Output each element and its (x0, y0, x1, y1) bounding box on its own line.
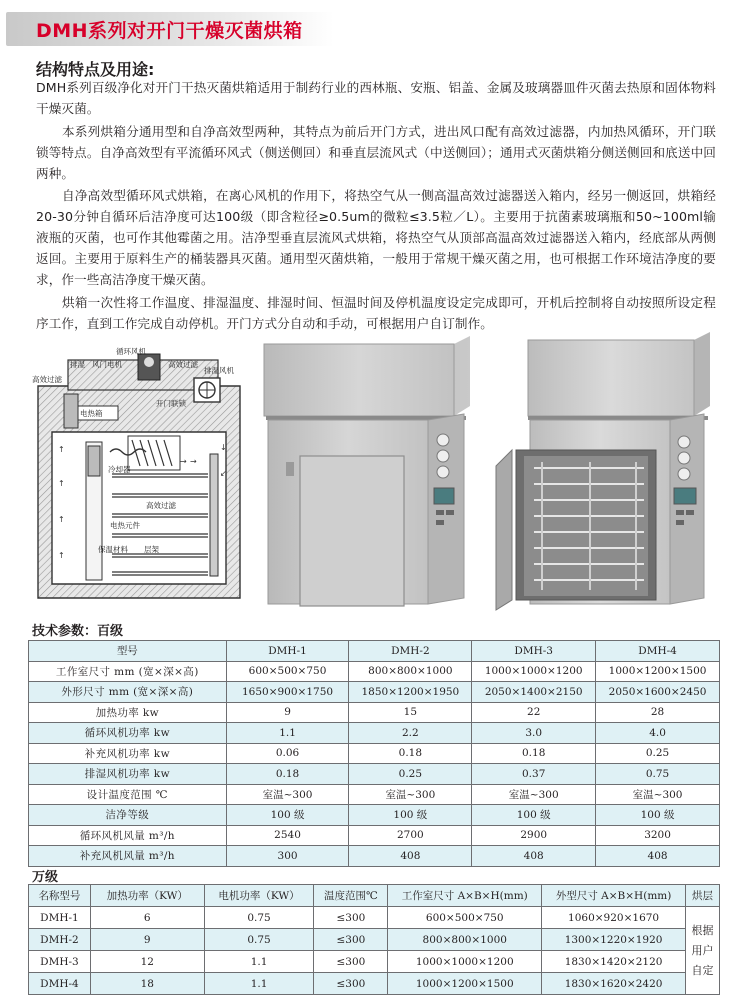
table-cell: 2540 (226, 825, 349, 846)
table-header-cell: DMH-4 (596, 641, 720, 662)
structure-diagram (28, 346, 250, 606)
table-cell: 1.1 (204, 951, 314, 973)
row-label: 工作室尺寸 mm (宽×深×高) (29, 661, 227, 682)
table-cell: 100 级 (226, 805, 349, 826)
row-label: 循环风机功率 kw (29, 723, 227, 744)
label-exhaust: 排湿 (70, 360, 85, 369)
table-header-row (29, 885, 720, 907)
table-cell: 1000×1000×1200 (388, 951, 542, 973)
svg-text:↑: ↑ (58, 445, 65, 454)
label-insulation: 保温材料 (98, 545, 128, 554)
table-cell: 800×800×1000 (388, 929, 542, 951)
hepa-left (64, 394, 78, 428)
label-door-interlock: 开门联锁 (156, 399, 186, 408)
table-cell: 1060×920×1670 (542, 907, 686, 929)
label-cooler: 冷却器 (108, 465, 131, 474)
merged-layer-cell: 根据用户自定 (685, 907, 719, 995)
table-cell: 2050×1400×2150 (472, 682, 596, 703)
table-cell: 2700 (349, 825, 472, 846)
hepa-right (210, 454, 218, 576)
table-header-cell: 烘层 (685, 885, 719, 907)
table-cell: 18 (90, 973, 204, 995)
table-cell: 0.25 (349, 764, 472, 785)
table-row (29, 764, 720, 785)
table-cell: 0.25 (596, 743, 720, 764)
table-row (29, 682, 720, 703)
table-header-cell: 工作室尺寸 A×B×H(mm) (388, 885, 542, 907)
table-cell: 600×500×750 (226, 661, 349, 682)
table-cell: 408 (472, 846, 596, 867)
table-row (29, 825, 720, 846)
table-cell: DMH-4 (29, 973, 91, 995)
svg-text:↑: ↑ (58, 515, 65, 524)
table-row (29, 929, 720, 951)
svg-text:→: → (180, 457, 187, 466)
table-header-cell: 加热功率（KW） (90, 885, 204, 907)
table-cell: DMH-1 (29, 907, 91, 929)
table-cell: 1830×1620×2420 (542, 973, 686, 995)
paragraph-2: 本系列烘箱分通用型和自净高效型两种，其特点为前后开门方式，进出风口配有高效过滤器，内加热风循环，开门联锁等特点。自净高效型有平流循环风式（侧送侧回）和垂直层流风式（中送侧回）；通用式灭菌烘箱分侧送侧回和底送中回两种。 (36, 124, 716, 181)
table-cell: ≤300 (314, 973, 388, 995)
table-cell: 室温~300 (472, 784, 596, 805)
table-cell: 15 (349, 702, 472, 723)
table-cell: 22 (472, 702, 596, 723)
table-cell: 0.18 (226, 764, 349, 785)
row-label: 补充风机风量 m³/h (29, 846, 227, 867)
table-row (29, 907, 720, 929)
table-cell: 408 (596, 846, 720, 867)
table-cell: 6 (90, 907, 204, 929)
svg-text:↑: ↑ (58, 551, 65, 560)
row-label: 洁净等级 (29, 805, 227, 826)
table-cell: 3200 (596, 825, 720, 846)
label-shelf: 层架 (144, 545, 159, 554)
paragraph-3: 自净高效型循环风式烘箱，在离心风机的作用下，将热空气从一侧高温高效过滤器送入箱内，经另一侧返回，烘箱经20-30分钟自循环后洁净度可达100级（即含粒径≥0.5um的微粒≤3.5粒／L）。主要用于抗菌素玻璃瓶和50~100ml输液瓶的灭菌，也可作其他霉菌之用。洁净型垂直层流风式烘箱，将热空气从顶部高温高效过滤器送入箱内，经底部从两侧返回。主要用于原料生产的桶装器具灭菌。通用型灭菌烘箱，一般用于常规干燥灭菌之用，也可根据工作环境洁净度的要求，作一些高洁净度干燥灭菌。 (36, 188, 716, 287)
row-label: 排湿风机功率 kw (29, 764, 227, 785)
table-row (29, 846, 720, 867)
row-label: 补充风机功率 kw (29, 743, 227, 764)
table-cell: 0.18 (349, 743, 472, 764)
label-heating-element: 电热元件 (110, 521, 140, 530)
table-cell: 0.75 (204, 929, 314, 951)
table-cell: DMH-3 (29, 951, 91, 973)
table-row (29, 951, 720, 973)
table-row (29, 661, 720, 682)
table-header-cell: 名称型号 (29, 885, 91, 907)
table-cell: 2050×1600×2450 (596, 682, 720, 703)
table-cell: 室温~300 (349, 784, 472, 805)
table-cell: 408 (349, 846, 472, 867)
paragraph-1: DMH系列百级净化对开门干热灭菌烘箱适用于制药行业的西林瓶、安瓶、铝盖、金属及玻璃器皿件灭菌去热原和固体物料干燥灭菌。 (36, 80, 716, 116)
table-row (29, 723, 720, 744)
table-cell: 2900 (472, 825, 596, 846)
table-cell: 0.18 (472, 743, 596, 764)
table-header-cell: 电机功率（KW） (204, 885, 314, 907)
table-header-row (29, 641, 720, 662)
table-cell: 600×500×750 (388, 907, 542, 929)
table-row (29, 784, 720, 805)
table2-heading: 万级 (32, 870, 59, 885)
oven-open-photo (494, 332, 718, 612)
oven-closed-photo (258, 336, 480, 612)
table-cell: 1000×1200×1500 (388, 973, 542, 995)
table-header-cell: 型号 (29, 641, 227, 662)
table-cell: 0.06 (226, 743, 349, 764)
label-exhaust-fan: 排湿风机 (204, 366, 234, 375)
page-title: DMH系列对开门干燥灭菌烘箱 (36, 20, 303, 42)
table-cell: 室温~300 (596, 784, 720, 805)
table-cell: 3.0 (472, 723, 596, 744)
label-fan-motor: 风门电机 (92, 360, 122, 369)
paragraph-4: 烘箱一次性将工作温度、排湿温度、排湿时间、恒温时间及停机温度设定完成即可，开机后控制将自动按照所设定程序工作，直到工作完成自动停机。开门方式分自动和手动，可根据用户自订制作。 (36, 295, 716, 331)
table-cell: 1830×1420×2120 (542, 951, 686, 973)
table-cell: 室温~300 (226, 784, 349, 805)
table-cell: 28 (596, 702, 720, 723)
label-hepa-mid: 高效过滤 (146, 501, 176, 510)
table-cell: 0.75 (204, 907, 314, 929)
row-label: 加热功率 kw (29, 702, 227, 723)
label-hepa-left: 高效过滤 (32, 375, 62, 384)
table-cell: 0.75 (596, 764, 720, 785)
table-row (29, 743, 720, 764)
table-cell: 1000×1000×1200 (472, 661, 596, 682)
table-cell: 12 (90, 951, 204, 973)
table-cell: DMH-2 (29, 929, 91, 951)
table1-heading: 技术参数：百级 (32, 624, 124, 639)
diagram-svg (28, 346, 250, 606)
table-cell: 1000×1200×1500 (596, 661, 720, 682)
label-circ-fan: 循环风机 (116, 347, 146, 356)
table-cell: 1650×900×1750 (226, 682, 349, 703)
table-header-cell: 外型尺寸 A×B×H(mm) (542, 885, 686, 907)
table-header-cell: DMH-3 (472, 641, 596, 662)
table-row (29, 973, 720, 995)
table-cell: ≤300 (314, 929, 388, 951)
svg-text:↙: ↙ (220, 469, 227, 478)
table-cell: 100 级 (596, 805, 720, 826)
table-cell: 1300×1220×1920 (542, 929, 686, 951)
table-cell: 2.2 (349, 723, 472, 744)
table-cell: 800×800×1000 (349, 661, 472, 682)
svg-text:↑: ↑ (58, 479, 65, 488)
table-cell: 4.0 (596, 723, 720, 744)
table-cell: 300 (226, 846, 349, 867)
table-header-cell: 温度范围℃ (314, 885, 388, 907)
section-heading: 结构特点及用途: (36, 60, 155, 79)
label-hepa-top: 高效过滤 (168, 360, 198, 369)
spec-table-class-10000 (28, 884, 720, 995)
table-cell: 9 (226, 702, 349, 723)
table-cell: 1850×1200×1950 (349, 682, 472, 703)
table-cell: 0.37 (472, 764, 596, 785)
row-label: 循环风机风量 m³/h (29, 825, 227, 846)
table-cell: ≤300 (314, 907, 388, 929)
table-header-cell: DMH-1 (226, 641, 349, 662)
table-row (29, 805, 720, 826)
table-row (29, 702, 720, 723)
table-cell: 1.1 (204, 973, 314, 995)
label-heater: 电热箱 (80, 409, 103, 418)
table-cell: 1.1 (226, 723, 349, 744)
row-label: 外形尺寸 mm (宽×深×高) (29, 682, 227, 703)
spec-table-class-100 (28, 640, 720, 867)
table-header-cell: DMH-2 (349, 641, 472, 662)
svg-text:→: → (190, 457, 197, 466)
row-label: 设计温度范围 ℃ (29, 784, 227, 805)
table-cell: 100 级 (472, 805, 596, 826)
table-cell: ≤300 (314, 951, 388, 973)
svg-text:↓: ↓ (220, 443, 227, 452)
table-cell: 9 (90, 929, 204, 951)
table-cell: 100 级 (349, 805, 472, 826)
